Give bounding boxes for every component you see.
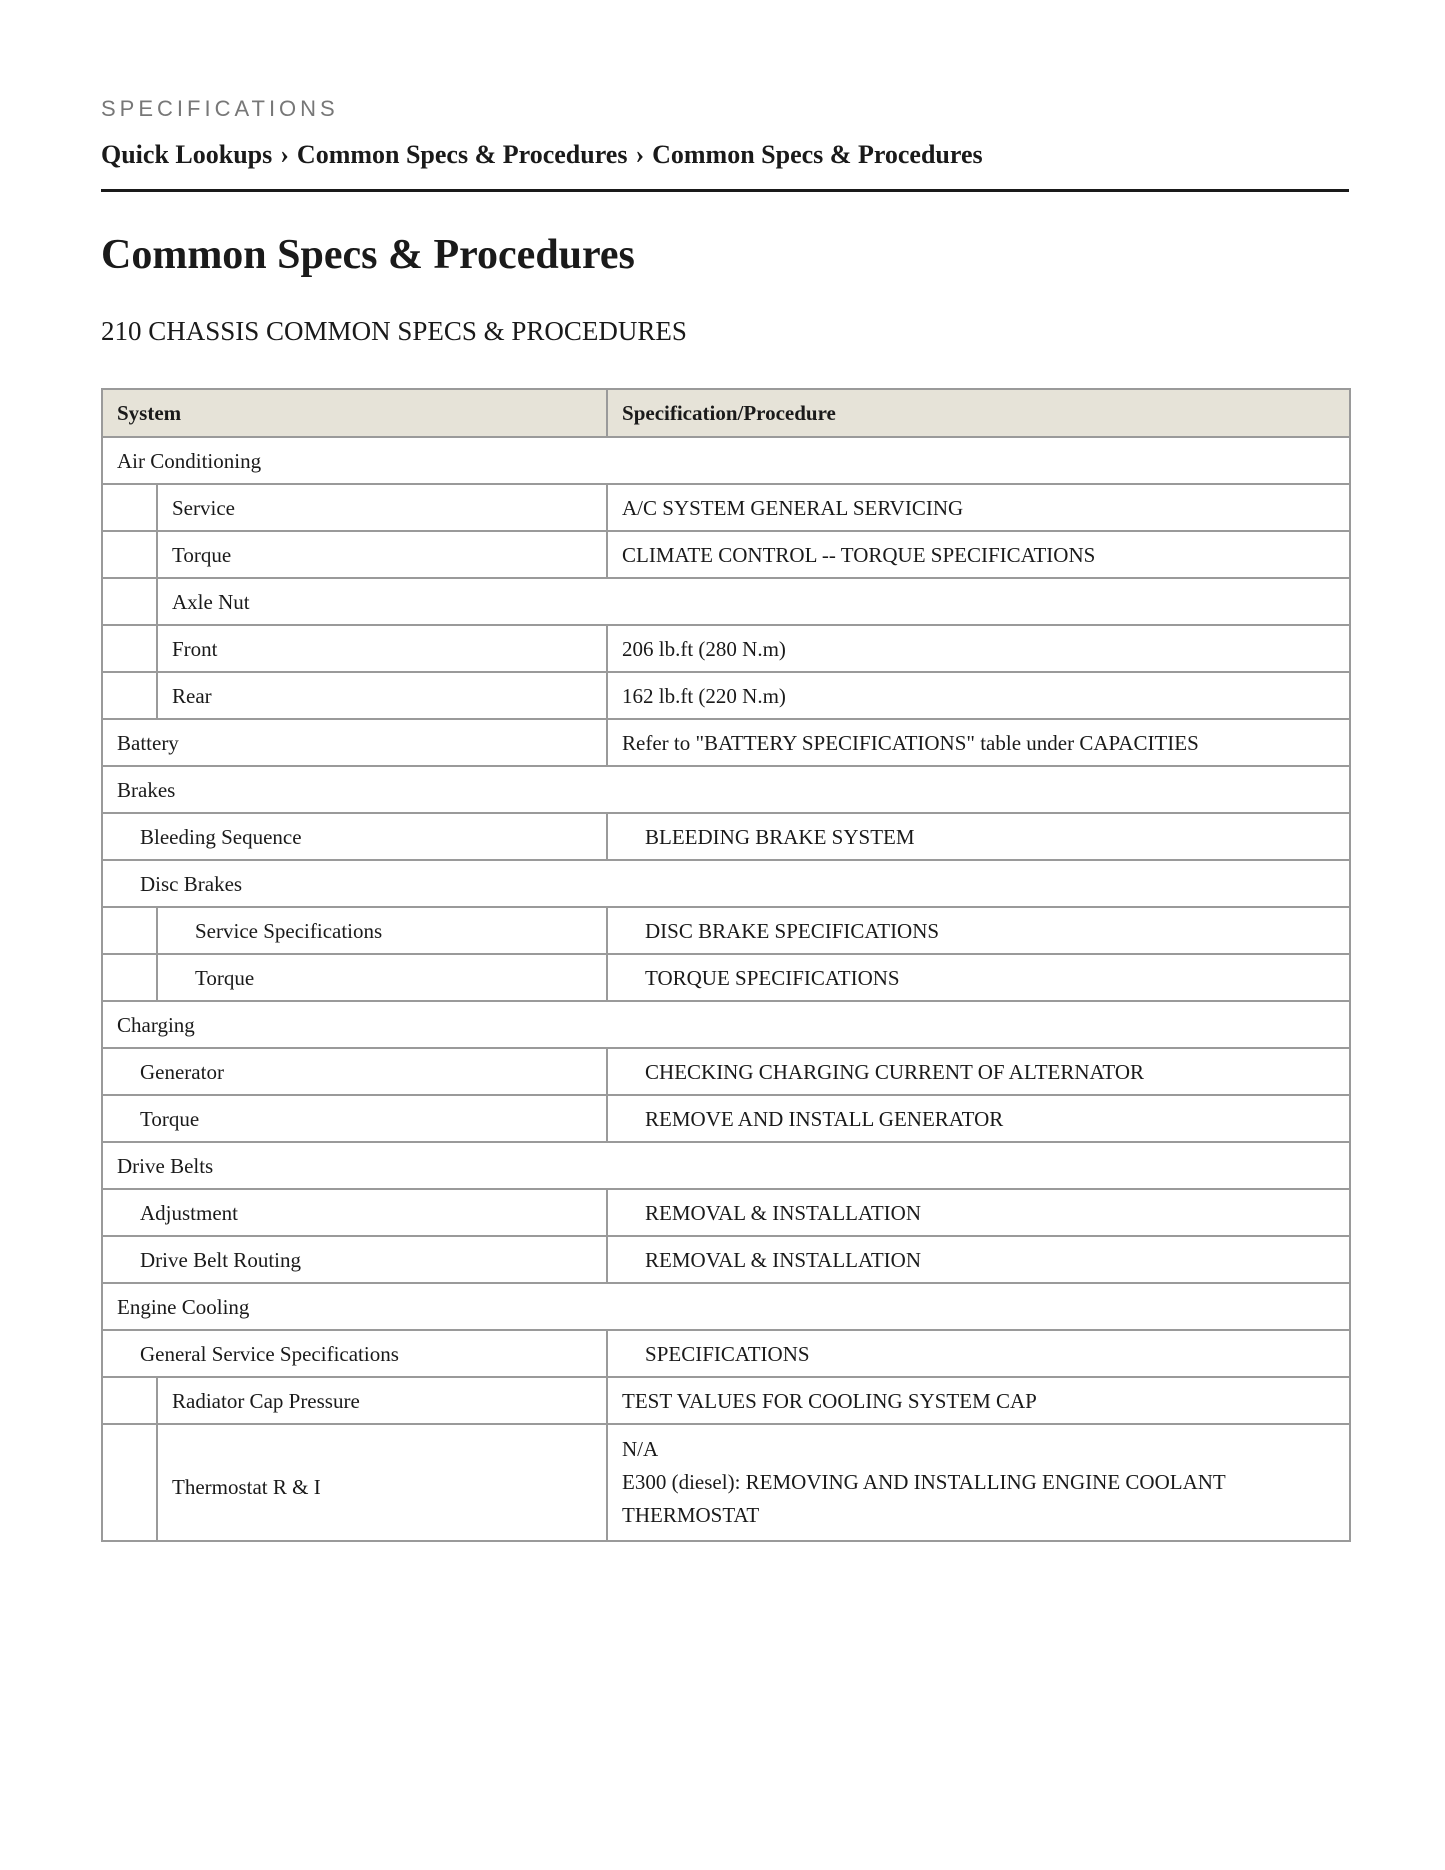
system-cell: Torque — [157, 954, 607, 1001]
page-title: Common Specs & Procedures — [101, 232, 635, 278]
indent-cell — [102, 1424, 157, 1541]
indent-cell — [102, 484, 157, 531]
table-row — [102, 672, 1350, 719]
table-row — [102, 954, 1350, 1001]
spec-link[interactable]: REMOVAL & INSTALLATION — [607, 1236, 1350, 1283]
spec-value: 206 lb.ft (280 N.m) — [607, 625, 1350, 672]
spec-link[interactable]: SPECIFICATIONS — [607, 1330, 1350, 1377]
system-cell: Thermostat R & I — [157, 1424, 607, 1541]
spec-link[interactable]: REMOVAL & INSTALLATION — [607, 1189, 1350, 1236]
table-row — [102, 1095, 1350, 1142]
indent-cell — [102, 531, 157, 578]
table-row — [102, 1189, 1350, 1236]
document-subtitle: 210 CHASSIS COMMON SPECS & PROCEDURES — [101, 316, 687, 346]
table-row — [102, 907, 1350, 954]
indent-cell — [102, 907, 157, 954]
system-cell: Battery — [102, 719, 607, 766]
system-cell: Service — [157, 484, 607, 531]
system-cell: Charging — [102, 1001, 1350, 1048]
system-cell: Torque — [157, 531, 607, 578]
table-row — [102, 813, 1350, 860]
table-row — [102, 766, 1350, 813]
system-cell: General Service Specifications — [102, 1330, 607, 1377]
system-cell: Generator — [102, 1048, 607, 1095]
breadcrumb-item-quick-lookups[interactable]: Quick Lookups — [101, 140, 273, 169]
indent-cell — [102, 578, 157, 625]
document-page — [101, 96, 1349, 1542]
table-row — [102, 1424, 1350, 1541]
table-row — [102, 1377, 1350, 1424]
table-row — [102, 484, 1350, 531]
breadcrumb-item-current[interactable]: Common Specs & Procedures — [652, 140, 983, 169]
system-cell: Engine Cooling — [102, 1283, 1350, 1330]
column-header-system: System — [102, 389, 607, 437]
system-cell: Brakes — [102, 766, 1350, 813]
spec-link[interactable]: Refer to "BATTERY SPECIFICATIONS" table under CAPACITIES — [607, 719, 1350, 766]
breadcrumb-separator: › — [280, 140, 289, 169]
table-row — [102, 578, 1350, 625]
column-header-specification: Specification/Procedure — [607, 389, 1350, 437]
table-row — [102, 1330, 1350, 1377]
system-cell: Adjustment — [102, 1189, 607, 1236]
system-cell: Torque — [102, 1095, 607, 1142]
system-cell: Radiator Cap Pressure — [157, 1377, 607, 1424]
table-row — [102, 1236, 1350, 1283]
spec-link[interactable]: CHECKING CHARGING CURRENT OF ALTERNATOR — [607, 1048, 1350, 1095]
indent-cell — [102, 625, 157, 672]
spec-cell-multi — [607, 1424, 1350, 1541]
indent-cell — [102, 954, 157, 1001]
spec-link[interactable]: REMOVE AND INSTALL GENERATOR — [607, 1095, 1350, 1142]
system-cell: Air Conditioning — [102, 437, 1350, 484]
table-row — [102, 531, 1350, 578]
indent-cell — [102, 672, 157, 719]
breadcrumb-separator: › — [635, 140, 645, 169]
table-row — [102, 625, 1350, 672]
spec-link[interactable]: A/C SYSTEM GENERAL SERVICING — [607, 484, 1350, 531]
system-cell: Drive Belts — [102, 1142, 1350, 1189]
spec-link[interactable]: BLEEDING BRAKE SYSTEM — [607, 813, 1350, 860]
table-row — [102, 1001, 1350, 1048]
table-row — [102, 437, 1350, 484]
spec-link[interactable]: TEST VALUES FOR COOLING SYSTEM CAP — [607, 1377, 1350, 1424]
system-cell: Drive Belt Routing — [102, 1236, 607, 1283]
spec-link[interactable]: TORQUE SPECIFICATIONS — [607, 954, 1350, 1001]
table-row — [102, 1283, 1350, 1330]
table-header-row — [102, 389, 1350, 437]
table-row — [102, 1048, 1350, 1095]
system-cell: Disc Brakes — [102, 860, 1350, 907]
indent-cell — [102, 1377, 157, 1424]
system-cell: Rear — [157, 672, 607, 719]
breadcrumb-item-common-specs[interactable]: Common Specs & Procedures — [296, 140, 628, 169]
section-label: SPECIFICATIONS — [101, 96, 339, 121]
system-cell: Bleeding Sequence — [102, 813, 607, 860]
system-cell: Axle Nut — [157, 578, 1350, 625]
spec-link[interactable]: CLIMATE CONTROL -- TORQUE SPECIFICATIONS — [607, 531, 1350, 578]
table-row — [102, 860, 1350, 907]
spec-value: 162 lb.ft (220 N.m) — [607, 672, 1350, 719]
spec-value: N/A — [622, 1437, 659, 1461]
table-row — [102, 1142, 1350, 1189]
table-row — [102, 719, 1350, 766]
system-cell: Front — [157, 625, 607, 672]
spec-link[interactable]: E300 (diesel): REMOVING AND INSTALLING ENGINE COOLANT THERMOSTAT — [622, 1470, 1226, 1527]
specs-table — [101, 388, 1351, 1542]
system-cell: Service Specifications — [157, 907, 607, 954]
breadcrumb — [101, 139, 1349, 192]
spec-link[interactable]: DISC BRAKE SPECIFICATIONS — [607, 907, 1350, 954]
